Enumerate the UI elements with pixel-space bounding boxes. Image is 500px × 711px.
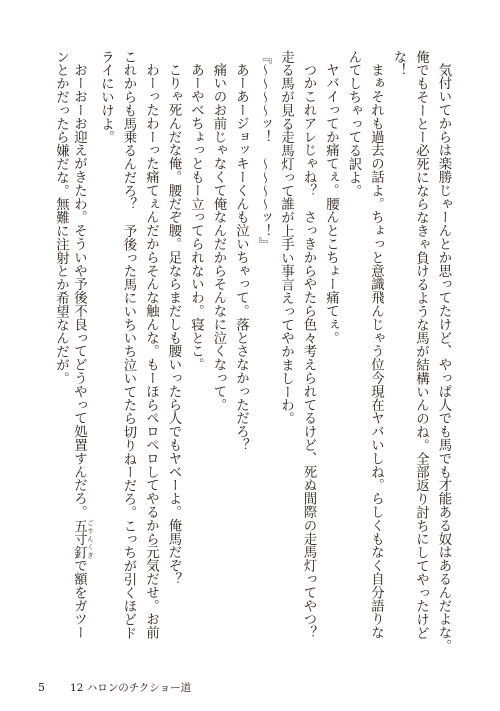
text-line: 気付いてからは楽勝じゃーんとか思ってたけど、やっぱ人でも馬でも才能ある奴はあるんだよな。 (436, 63, 451, 653)
ruby-base: 五寸釘 (71, 519, 87, 560)
text-line: ヤバイってか痛てぇ。腰んとこちょー痛てぇ。 (323, 63, 339, 345)
text-line: な！ (391, 50, 406, 77)
body-text (49, 50, 454, 660)
text-line: わーったわーった痛てぇんだからそんな触んな。もーほらペロペロしてやるから元気だせ。お前 (143, 63, 159, 640)
text-line: つかこれアレじゃね？ さっきからやたら色々考えられてるけど、死ぬ間際の走馬灯ってやつ？ (301, 63, 316, 640)
text-line: あーあージョッキーくんも泣いちゃって。落とさなかっただろ？ (233, 63, 249, 452)
text-line-with-ruby (72, 50, 95, 660)
text-line: こりゃ死んだな俺。腰だぞ腰。足ならまだしも腰いったら人でもヤベーよ。俺馬だぞ？ (166, 63, 181, 586)
ruby-annotation (71, 519, 94, 560)
text-line: 俺でもそーとー必死にならなきゃ負けるような馬が結構いんのね。全部返り討ちにしてやったけど (413, 50, 429, 640)
running-title: 12 ハロンのチクショー道 (70, 682, 192, 694)
text-line: あーやべちょっともー立ってられないわ。寝とこ。 (188, 63, 204, 372)
text-line: んてしちゃってる訳よ。 (346, 50, 361, 198)
text-line: 走る馬が見る走馬灯って誰が上手い事言えってやかましーわ。 (278, 50, 294, 426)
dialogue-line: 『〜〜〜〜ッ！ 〜〜〜〜ッ！』 (256, 50, 271, 251)
text-segment: で額をガツー (71, 559, 87, 640)
text-line: ライにいけよ。 (98, 50, 114, 144)
text-line: まぁそれも過去の話よ。ちょっと意識飛んじゃう位今現在ヤバいしね。らしくもなく自分語りな (368, 63, 384, 640)
text-line: これからも馬乗るんだろ？ 予後った馬にいちいち泣いてたら切りねーだろ。こっちが引くほどド (121, 50, 136, 640)
text-line: ンとかだったら嫌だな。無難に注射とか希望なんだが。 (53, 50, 69, 385)
text-line: 痛いのお前じゃなくて俺なんだからそんなに泣くなって。 (211, 63, 226, 412)
ruby-reading: ごすんくぎ (86, 519, 94, 560)
text-segment: おーおーお迎えがきたわ。そういや予後不良ってどうやって処置すんだろ。 (71, 63, 87, 519)
page-number: 5 (38, 681, 45, 694)
